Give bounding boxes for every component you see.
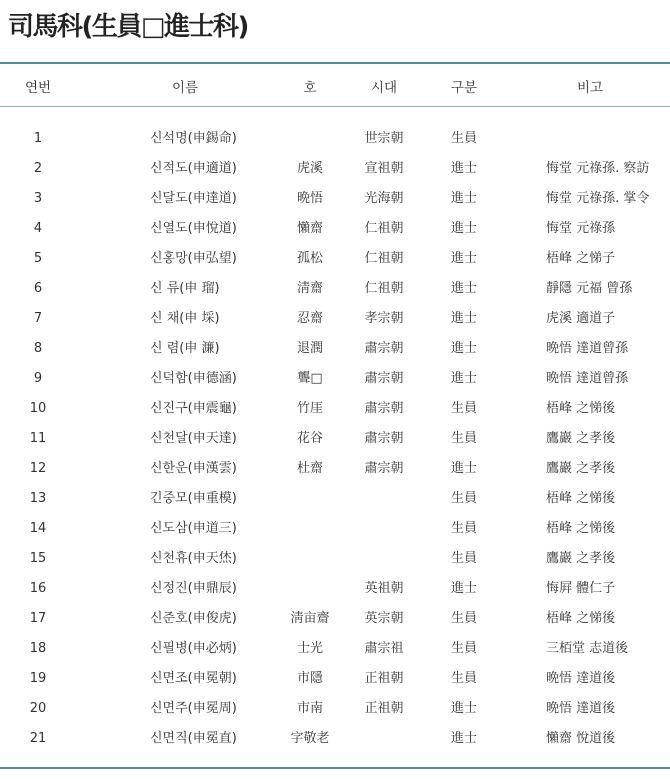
cell-index: 12: [29, 461, 47, 476]
cell-era: 肅宗祖: [364, 641, 404, 656]
cell-era: 肅宗朝: [364, 401, 404, 416]
cell-name: 신면조(申冕朝): [150, 671, 237, 686]
cell-pen-name: 晩悟: [296, 191, 323, 206]
cell-pen-name: 市隱: [296, 671, 323, 686]
cell-era: 肅宗朝: [364, 371, 404, 386]
header-era: 시대: [370, 80, 398, 96]
cell-notes: 鷹巖 之孝後: [546, 431, 616, 446]
cell-era: [352, 514, 416, 544]
cell-era: [352, 724, 416, 754]
cell-category: 進士: [450, 341, 477, 356]
cell-notes: 晩悟 達道後: [546, 701, 616, 716]
cell-name: 신면직(申冕直): [150, 731, 237, 746]
cell-era: 英祖朝: [364, 581, 404, 596]
cell-name: 신필병(申必炳): [150, 641, 237, 656]
cell-name: 신달도(申達道): [150, 191, 237, 206]
cell-era: 孝宗朝: [364, 311, 404, 326]
table-row: [0, 634, 670, 664]
table-bottom-rule: [0, 767, 670, 769]
table-row: [0, 424, 670, 454]
cell-name: 신적도(申適道): [150, 161, 237, 176]
header-name: 이름: [171, 80, 199, 96]
cell-pen-name: 淸亩齋: [290, 611, 330, 626]
table-row: [0, 244, 670, 274]
cell-name: 신덕함(申德涵): [150, 371, 237, 386]
table-top-rule: [0, 62, 670, 64]
cell-category: 進士: [450, 731, 477, 746]
cell-pen-name: 退潤: [296, 341, 323, 356]
cell-category: 進士: [450, 581, 477, 596]
cell-pen-name: [268, 484, 352, 514]
cell-name: 신 채(申 埰): [150, 311, 220, 326]
cell-notes: 梧峰 之悌後: [546, 521, 616, 536]
cell-name: 신 류(申 瑠): [150, 281, 220, 296]
cell-pen-name: 竹厓: [296, 401, 323, 416]
table-row: [0, 454, 670, 484]
header-notes: 비고: [576, 80, 604, 96]
cell-index: 16: [29, 581, 47, 596]
cell-category: 進士: [450, 371, 477, 386]
header-rule: [0, 106, 670, 107]
cell-pen-name: 字敬老: [290, 731, 330, 746]
cell-era: 正祖朝: [364, 701, 404, 716]
cell-index: 13: [29, 491, 47, 506]
cell-era: 宣祖朝: [364, 161, 404, 176]
page-title: 司馬科(生員□進士科): [8, 12, 248, 42]
cell-index: 20: [29, 701, 47, 716]
cell-category: 生員: [450, 611, 477, 626]
cell-notes: 悔屛 體仁子: [546, 581, 616, 596]
cell-pen-name: 虎溪: [296, 161, 323, 176]
cell-pen-name: 花谷: [296, 431, 323, 446]
cell-era: [352, 544, 416, 574]
header-category: 구분: [450, 80, 478, 96]
cell-index: 17: [29, 611, 47, 626]
cell-category: 生員: [450, 401, 477, 416]
cell-era: [352, 484, 416, 514]
cell-pen-name: 杜齋: [296, 461, 323, 476]
table-header: [0, 73, 670, 103]
table-row: [0, 364, 670, 394]
cell-index: 3: [33, 191, 43, 206]
header-pen-name: 호: [303, 80, 317, 96]
cell-category: 生員: [450, 521, 477, 536]
cell-category: 生員: [450, 491, 477, 506]
cell-index: 18: [29, 641, 47, 656]
cell-pen-name: [268, 544, 352, 574]
cell-pen-name: 市南: [296, 701, 323, 716]
cell-index: 4: [33, 221, 43, 236]
cell-name: 신한운(申漢雲): [150, 461, 237, 476]
cell-name: 신천달(申天達): [150, 431, 237, 446]
cell-era: 仁祖朝: [364, 221, 404, 236]
cell-name: 신진구(申震龜): [150, 401, 237, 416]
cell-era: 世宗朝: [364, 131, 404, 146]
cell-era: 仁祖朝: [364, 251, 404, 266]
cell-name: 신정진(申鼎辰): [150, 581, 237, 596]
cell-index: 10: [29, 401, 47, 416]
cell-category: 生員: [450, 551, 477, 566]
cell-pen-name: 士光: [296, 641, 323, 656]
cell-index: 2: [33, 161, 43, 176]
cell-index: 14: [29, 521, 47, 536]
cell-index: 21: [29, 731, 47, 746]
table-row: [0, 274, 670, 304]
cell-notes: 晩悟 達道曾孫: [546, 341, 629, 356]
table-row: [0, 394, 670, 424]
cell-notes: 梧峰 之悌子: [546, 251, 616, 266]
cell-name: 긴중모(申重模): [150, 491, 237, 506]
cell-category: 生員: [450, 431, 477, 446]
cell-name: 신홍망(申弘望): [150, 251, 237, 266]
cell-notes: 虎溪 適道子: [546, 311, 616, 326]
cell-pen-name: 忍齋: [296, 311, 323, 326]
cell-pen-name: [268, 514, 352, 544]
cell-notes: 三栢堂 志道後: [546, 641, 629, 656]
cell-name: 신준호(申俊虎): [150, 611, 237, 626]
table-row: [0, 484, 670, 514]
table-row: [0, 514, 670, 544]
table-row: [0, 664, 670, 694]
table-row: [0, 334, 670, 364]
cell-notes: 悔堂 元祿孫. 察訪: [546, 161, 650, 176]
cell-era: 正祖朝: [364, 671, 404, 686]
cell-index: 9: [33, 371, 43, 386]
cell-category: 進士: [450, 221, 477, 236]
cell-notes: 梧峰 之悌後: [546, 401, 616, 416]
cell-notes: 晩悟 達道曾孫: [546, 371, 629, 386]
cell-notes: 梧峰 之悌後: [546, 491, 616, 506]
cell-name: 신석명(申錫命): [150, 131, 237, 146]
cell-name: 신열도(申悅道): [150, 221, 237, 236]
cell-notes: 悔堂 元祿孫. 掌令: [546, 191, 650, 206]
table-row: [0, 724, 670, 754]
cell-name: 신면주(申冕周): [150, 701, 237, 716]
cell-notes: [520, 124, 660, 154]
cell-era: 肅宗朝: [364, 341, 404, 356]
cell-category: 進士: [450, 701, 477, 716]
cell-notes: 悔堂 元祿孫: [546, 221, 616, 236]
cell-era: 肅宗朝: [364, 461, 404, 476]
cell-name: 신천휴(申天烋): [150, 551, 237, 566]
cell-era: 仁祖朝: [364, 281, 404, 296]
cell-category: 進士: [450, 311, 477, 326]
cell-notes: 懶齋 悅道後: [546, 731, 616, 746]
cell-index: 19: [29, 671, 47, 686]
table-row: [0, 214, 670, 244]
table-row: [0, 184, 670, 214]
cell-pen-name: [268, 124, 352, 154]
table-row: [0, 694, 670, 724]
cell-notes: 鷹巖 之孝後: [546, 551, 616, 566]
cell-name: 신도삼(申道三): [150, 521, 237, 536]
table-row: [0, 124, 670, 154]
cell-era: 肅宗朝: [364, 431, 404, 446]
cell-notes: 梧峰 之悌後: [546, 611, 616, 626]
cell-index: 8: [33, 341, 43, 356]
cell-category: 進士: [450, 191, 477, 206]
cell-pen-name: 淸齋: [296, 281, 323, 296]
table-row: [0, 604, 670, 634]
header-index: 연번: [24, 80, 52, 96]
table-row: [0, 574, 670, 604]
cell-notes: 鷹巖 之孝後: [546, 461, 616, 476]
cell-name: 신 렴(申 濂): [150, 341, 220, 356]
cell-category: 進士: [450, 251, 477, 266]
cell-index: 15: [29, 551, 47, 566]
cell-era: 光海朝: [364, 191, 404, 206]
cell-category: 進士: [450, 461, 477, 476]
cell-category: 生員: [450, 641, 477, 656]
cell-notes: 靜隱 元福 曾孫: [546, 281, 633, 296]
cell-pen-name: 懶齋: [296, 221, 323, 236]
cell-category: 進士: [450, 281, 477, 296]
cell-category: 生員: [450, 131, 477, 146]
cell-pen-name: [268, 574, 352, 604]
cell-pen-name: 聾□: [297, 371, 323, 386]
cell-notes: 晩悟 達道後: [546, 671, 616, 686]
cell-era: 英宗朝: [364, 611, 404, 626]
table-row: [0, 544, 670, 574]
cell-index: 5: [33, 251, 43, 266]
cell-index: 11: [29, 431, 47, 446]
table-row: [0, 304, 670, 334]
cell-pen-name: 孤松: [296, 251, 323, 266]
cell-category: 生員: [450, 671, 477, 686]
cell-index: 7: [33, 311, 43, 326]
cell-index: 6: [33, 281, 43, 296]
cell-index: 1: [33, 131, 43, 146]
table-row: [0, 154, 670, 184]
cell-category: 進士: [450, 161, 477, 176]
